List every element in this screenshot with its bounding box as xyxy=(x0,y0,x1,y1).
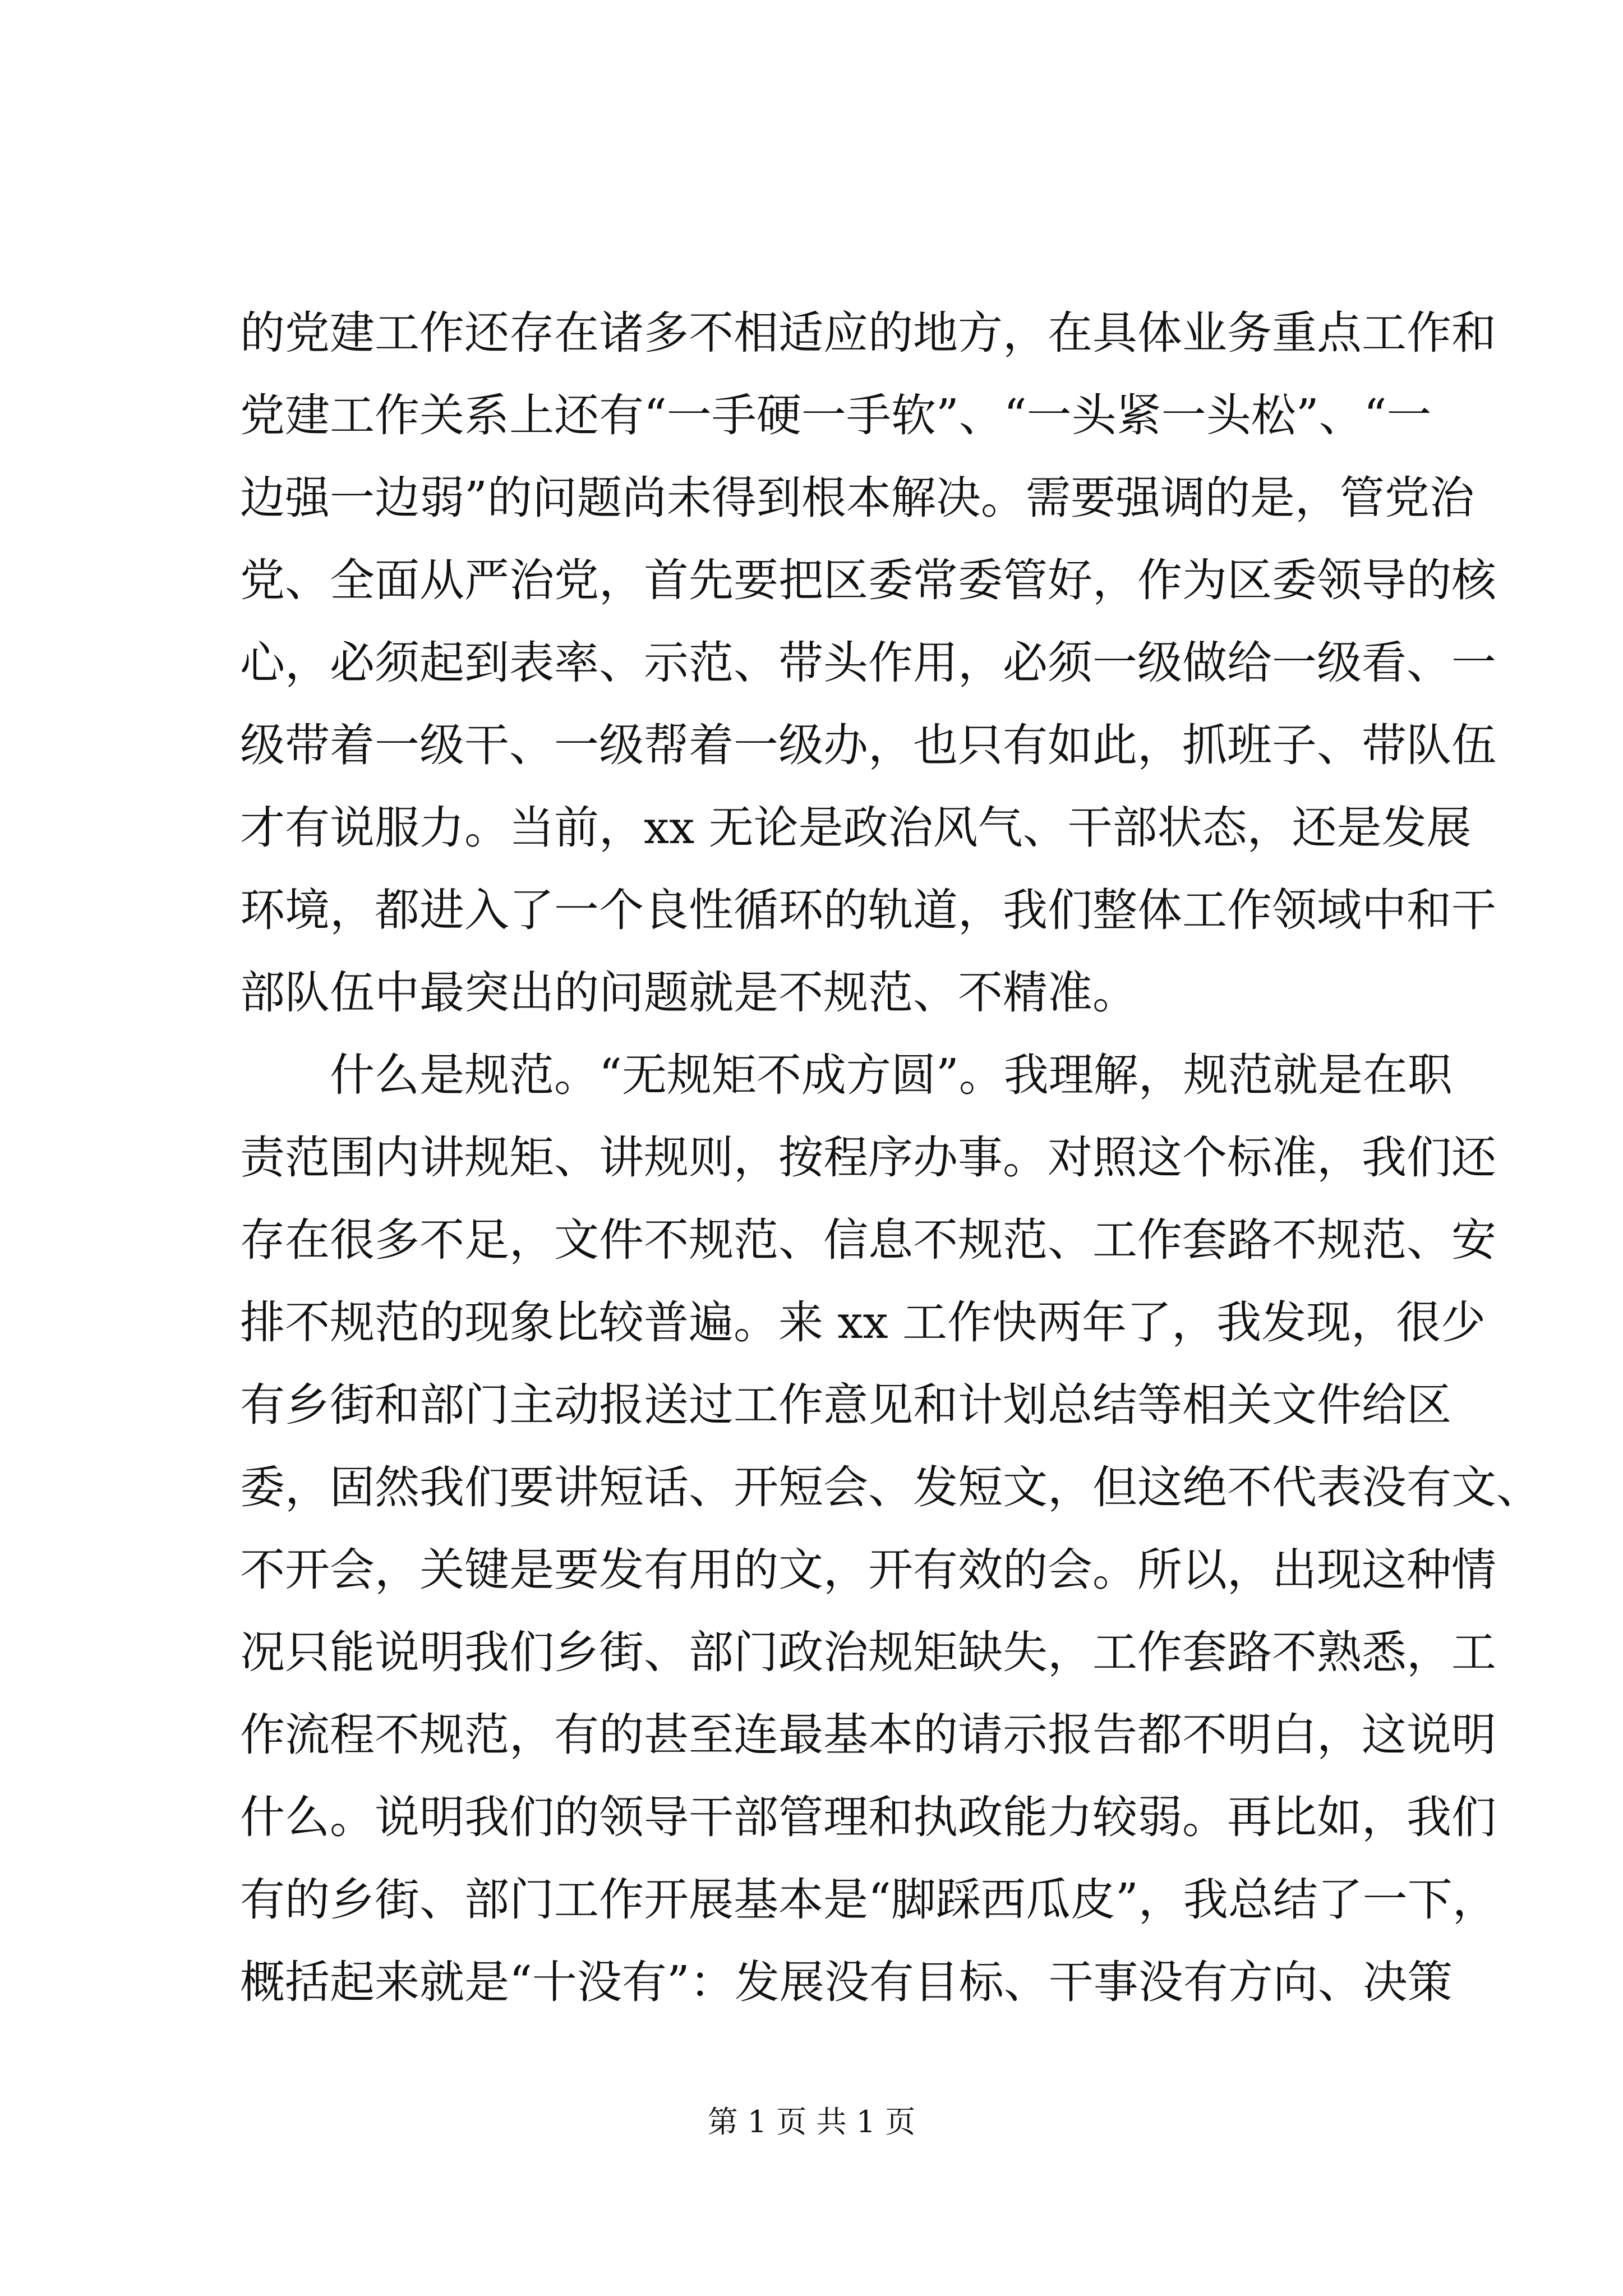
text-line: 有乡街和部门主动报送过工作意见和计划总结等相关文件给区 xyxy=(240,1379,1451,1431)
text-line: 不开会，关键是要发有用的文，开有效的会。所以，出现这种情 xyxy=(240,1544,1496,1596)
text-line: 部队伍中最突出的问题就是不规范、不精准。 xyxy=(240,967,1137,1019)
paragraph-first-line: 什么是规范。“无规矩不成方圆”。我理解，规范就是在职 xyxy=(330,1049,1453,1101)
document-body xyxy=(240,292,1541,2023)
text-line: 什么。说明我们的领导干部管理和执政能力较弱。再比如，我们 xyxy=(240,1791,1496,1843)
text-line: 概括起来就是“十没有”：发展没有目标、干事没有方向、决策 xyxy=(240,1956,1453,2008)
text-line: 有的乡街、部门工作开展基本是“脚踩西瓜皮”，我总结了一下， xyxy=(240,1874,1497,1926)
text-line: 心，必须起到表率、示范、带头作用，必须一级做给一级看、一 xyxy=(240,637,1496,689)
text-line: 况只能说明我们乡街、部门政治规矩缺失，工作套路不熟悉，工 xyxy=(240,1626,1496,1678)
text-line: 排不规范的现象比较普遍。来 xx 工作快两年了，我发现，很少 xyxy=(240,1296,1486,1349)
text-line: 存在很多不足，文件不规范、信息不规范、工作套路不规范、安 xyxy=(240,1214,1496,1266)
text-line: 委，固然我们要讲短话、开短会、发短文，但这绝不代表没有文、 xyxy=(240,1461,1541,1513)
text-line: 作流程不规范，有的甚至连最基本的请示报告都不明白，这说明 xyxy=(240,1709,1496,1761)
page-number-label: 第 1 页 共 1 页 xyxy=(707,2104,916,2139)
text-line: 才有说服力。当前，xx 无论是政治风气、干部状态，还是发展 xyxy=(240,802,1472,854)
text-line: 级带着一级干、一级帮着一级办，也只有如此，抓班子、带队伍 xyxy=(240,719,1496,771)
text-line: 责范围内讲规矩、讲规则，按程序办事。对照这个标准，我们还 xyxy=(240,1131,1496,1184)
page-footer xyxy=(0,2098,1623,2141)
text-line: 党、全面从严治党，首先要把区委常委管好，作为区委领导的核 xyxy=(240,554,1496,606)
text-line: 环境，都进入了一个良性循环的轨道，我们整体工作领域中和干 xyxy=(240,884,1496,936)
text-line: 边强一边弱”的问题尚未得到根本解决。需要强调的是，管党治 xyxy=(240,472,1474,524)
text-line: 的党建工作还存在诸多不相适应的地方，在具体业务重点工作和 xyxy=(240,307,1496,359)
text-line: 党建工作关系上还有“一手硬一手软”、“一头紧一头松”、“一 xyxy=(240,389,1432,441)
